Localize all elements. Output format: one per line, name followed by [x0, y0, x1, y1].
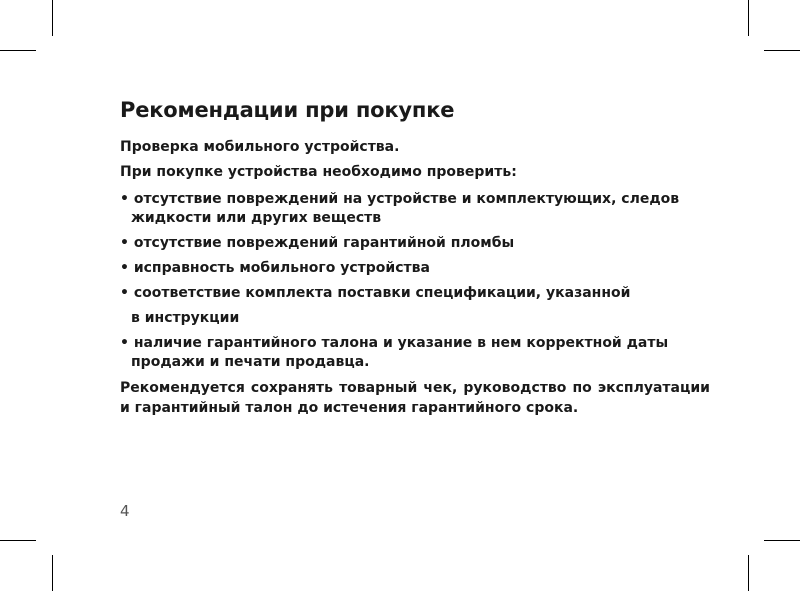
crop-mark-bottom-right-vertical [748, 555, 749, 591]
checklist-continued [120, 334, 710, 372]
crop-mark-top-right-horizontal [764, 50, 800, 51]
list-item: • соответствие комплекта поставки спецификации, указанной [120, 285, 631, 301]
list-item: • наличие гарантийного талона и указание в нем корректной даты продажи и печати продавца. [120, 335, 669, 370]
page-number: 4 [120, 502, 130, 520]
crop-mark-bottom-right-horizontal [764, 540, 800, 541]
crop-mark-bottom-left-horizontal [0, 540, 36, 541]
page-content [120, 96, 710, 418]
list-item: • исправность мобильного устройства [120, 260, 430, 276]
checklist [120, 190, 710, 303]
page-title: Рекомендации при покупке [120, 98, 455, 122]
recommendation-text: Рекомендуется сохранять товарный чек, руководство по эксплуатации и гарантийный талон до истечения гарантийного срока. [120, 380, 710, 416]
list-item: • отсутствие повреждений на устройстве и комплектующих, следов жидкости или других веществ [120, 191, 680, 226]
crop-mark-top-left-vertical [52, 0, 53, 36]
intro-text: Проверка мобильного устройства. [120, 139, 400, 155]
crop-mark-top-left-horizontal [0, 50, 36, 51]
crop-mark-bottom-left-vertical [52, 555, 53, 591]
list-item: • отсутствие повреждений гарантийной пломбы [120, 235, 515, 251]
check-heading: При покупке устройства необходимо проверить: [120, 164, 517, 180]
list-item-continuation: в инструкции [131, 310, 240, 326]
crop-mark-top-right-vertical [748, 0, 749, 36]
